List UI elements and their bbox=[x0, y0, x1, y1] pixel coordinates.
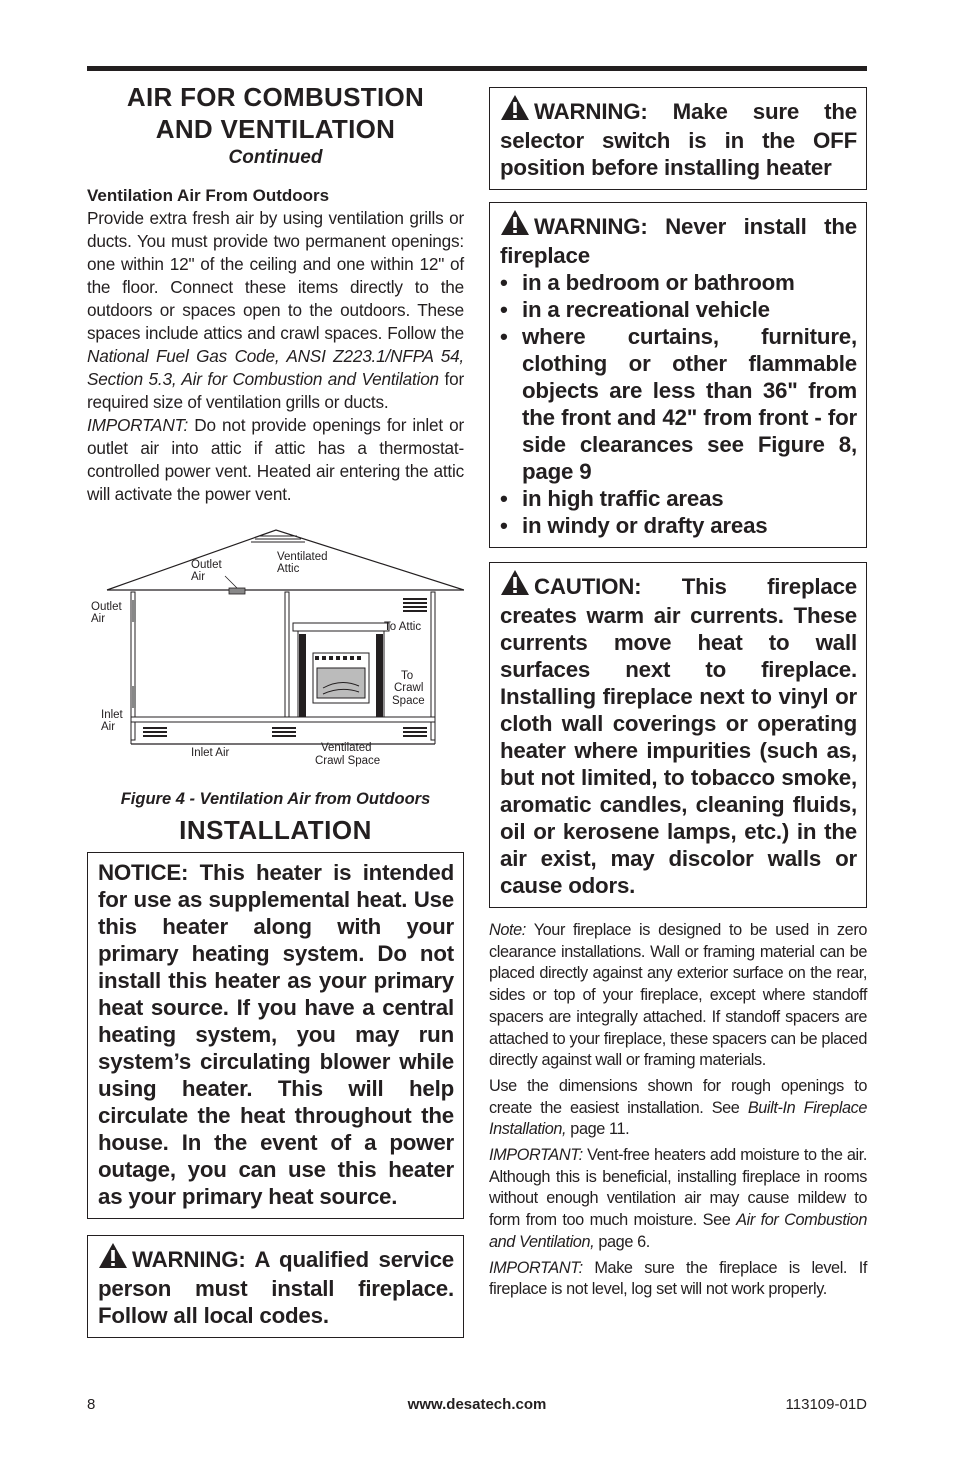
label-outlet-air-side: Outlet bbox=[91, 601, 122, 613]
warning-never-box bbox=[489, 202, 867, 548]
house-diagram bbox=[87, 528, 464, 776]
inlet-wall-vent-icon bbox=[132, 686, 136, 708]
paragraph-ventilation: Provide extra fresh air by using ventilation grills or ducts. You must provide two permanent openings: one within 12" of the ceiling and one within 12" of the floor. Connect these items directly to the outdoors or spaces open to the outdoors. These spaces include attics and crawl spaces. Follow the National Fuel Gas Code, ANSI Z223.1/NFPA 54, Section 5.3, Air for Combustion and Ventilation for required size of ventilation grills or ducts. bbox=[87, 208, 464, 412]
right-column bbox=[489, 87, 867, 1301]
paragraph-dimensions: Use the dimensions shown for rough openings to create the easiest installation. See Built-In Fireplace Installation, page 11. bbox=[489, 1076, 867, 1139]
label-ventilated-attic: Ventilated bbox=[277, 551, 328, 563]
label-inlet-air-side-2: Air bbox=[101, 721, 116, 733]
top-rule bbox=[87, 66, 867, 71]
warning-icon bbox=[500, 94, 530, 127]
label-outlet-air-top: Outlet bbox=[191, 559, 222, 571]
section-title: AIR FOR COMBUSTION AND VENTILATION bbox=[126, 82, 425, 144]
left-column bbox=[87, 80, 464, 1338]
subheading-ventilation-outdoors: Ventilation Air From Outdoors bbox=[87, 186, 330, 205]
warning-icon bbox=[500, 209, 530, 242]
label-outlet-air-top-2: Air bbox=[191, 571, 206, 583]
paragraph-important-attic: IMPORTANT: Do not provide openings for inlet or outlet air into attic if attic has a thermostat-controlled power vent. Heated air entering the attic will activate the power vent. bbox=[87, 415, 464, 504]
caution-text: CAUTION: This fireplace creates warm air currents. These currents move heat to wall surfaces next to fireplace. Installing fireplace next to vinyl or cloth wall coverings or operating heater where impurities (such as, but not limited, to tobacco smoke, aromatic candles, cleaning fluids, oil or kerosene lamps, etc.) in the air exist, may discolor walls or cause odors. bbox=[500, 574, 857, 898]
label-ventilated-attic-2: Attic bbox=[277, 563, 300, 575]
website-link[interactable]: www.desatech.com bbox=[407, 1396, 547, 1413]
label-to-crawl: To bbox=[401, 670, 414, 682]
floor bbox=[131, 717, 435, 722]
figure-caption: Figure 4 - Ventilation Air from Outdoors bbox=[120, 790, 431, 808]
warning-never-title: WARNING: Never install the fireplace bbox=[500, 214, 857, 268]
label-inlet-air-bottom: Inlet Air bbox=[191, 747, 230, 759]
list-item: • in windy or drafty areas bbox=[500, 512, 857, 539]
notice-text: NOTICE: This heater is intended for use as supplemental heat. Use this heater along with your primary heating system. Do not install this heater as your primary heat source. If you have a central heating system, you may run system’s circulating blower while using heater. This will help circulate the heat throughout the house. In the event of a power outage, you can use this heater as your primary heat source. bbox=[98, 860, 454, 1209]
list-item: • where curtains, furniture, clothing or other flammable objects are less than 36" from the front and 42" from front - for side clearances see Figure 8, page 9 bbox=[500, 323, 857, 485]
paragraph-important-level: IMPORTANT: Make sure the fireplace is level. If fireplace is not level, log set will not work properly. bbox=[489, 1258, 867, 1299]
ventilation-figure bbox=[87, 528, 464, 776]
label-ventilated-crawl-2: Crawl Space bbox=[315, 755, 381, 767]
page-number: 8 bbox=[87, 1396, 96, 1413]
installation-title: INSTALLATION bbox=[179, 815, 372, 845]
floor-vent-icon bbox=[143, 727, 427, 737]
list-item: • in a bedroom or bathroom bbox=[500, 269, 857, 296]
list-item: • in high traffic areas bbox=[500, 485, 857, 512]
to-attic-vent-icon bbox=[403, 598, 427, 612]
warning-icon bbox=[98, 1242, 128, 1275]
fireplace-icon bbox=[293, 623, 389, 717]
notes-block bbox=[489, 920, 867, 1301]
warning-selector-box bbox=[489, 87, 867, 190]
warning-qualified-box bbox=[87, 1235, 464, 1338]
label-to-attic: To Attic bbox=[384, 621, 422, 633]
paragraph-important-moisture: IMPORTANT: Vent-free heaters add moisture to the air. Although this is beneficial, installing fireplace in rooms without enough ventilation air may cause mildew to form from too much moisture. See Air for Combustion and Ventilation, page 6. bbox=[489, 1146, 867, 1251]
caution-box bbox=[489, 562, 867, 908]
interior-wall bbox=[285, 592, 289, 718]
warning-selector-text: WARNING: Make sure the selector switch is in the OFF position before installing heater bbox=[500, 99, 857, 180]
document-number: 113109-01D bbox=[785, 1396, 867, 1413]
label-to-crawl-3: Space bbox=[392, 695, 425, 707]
leader-line bbox=[225, 576, 237, 588]
paragraph-note: Note: Your fireplace is designed to be used in zero clearance installations. Wall or framing material can be placed directly against any exterior surface on the rear, sides or top of your fireplace, except where standoff spacers are integrally attached. If standoff spacers are attached to your fireplace, these spacers can be placed directly against wall or framing materials. bbox=[489, 921, 867, 1070]
warning-qualified-text: WARNING: A qualified service person must install fireplace. Follow all local codes. bbox=[98, 1247, 454, 1328]
list-item: • in a recreational vehicle bbox=[500, 296, 857, 323]
continued-label: Continued bbox=[228, 147, 323, 168]
notice-box bbox=[87, 852, 464, 1219]
warning-never-list bbox=[500, 269, 857, 539]
caution-icon bbox=[500, 569, 530, 602]
ceiling-outlet-vent-icon bbox=[229, 588, 245, 594]
label-inlet-air-side: Inlet bbox=[101, 709, 123, 721]
label-outlet-air-side-2: Air bbox=[91, 613, 106, 625]
label-ventilated-crawl: Ventilated bbox=[321, 742, 372, 754]
label-to-crawl-2: Crawl bbox=[394, 682, 424, 694]
outlet-wall-vent-icon bbox=[132, 600, 136, 622]
